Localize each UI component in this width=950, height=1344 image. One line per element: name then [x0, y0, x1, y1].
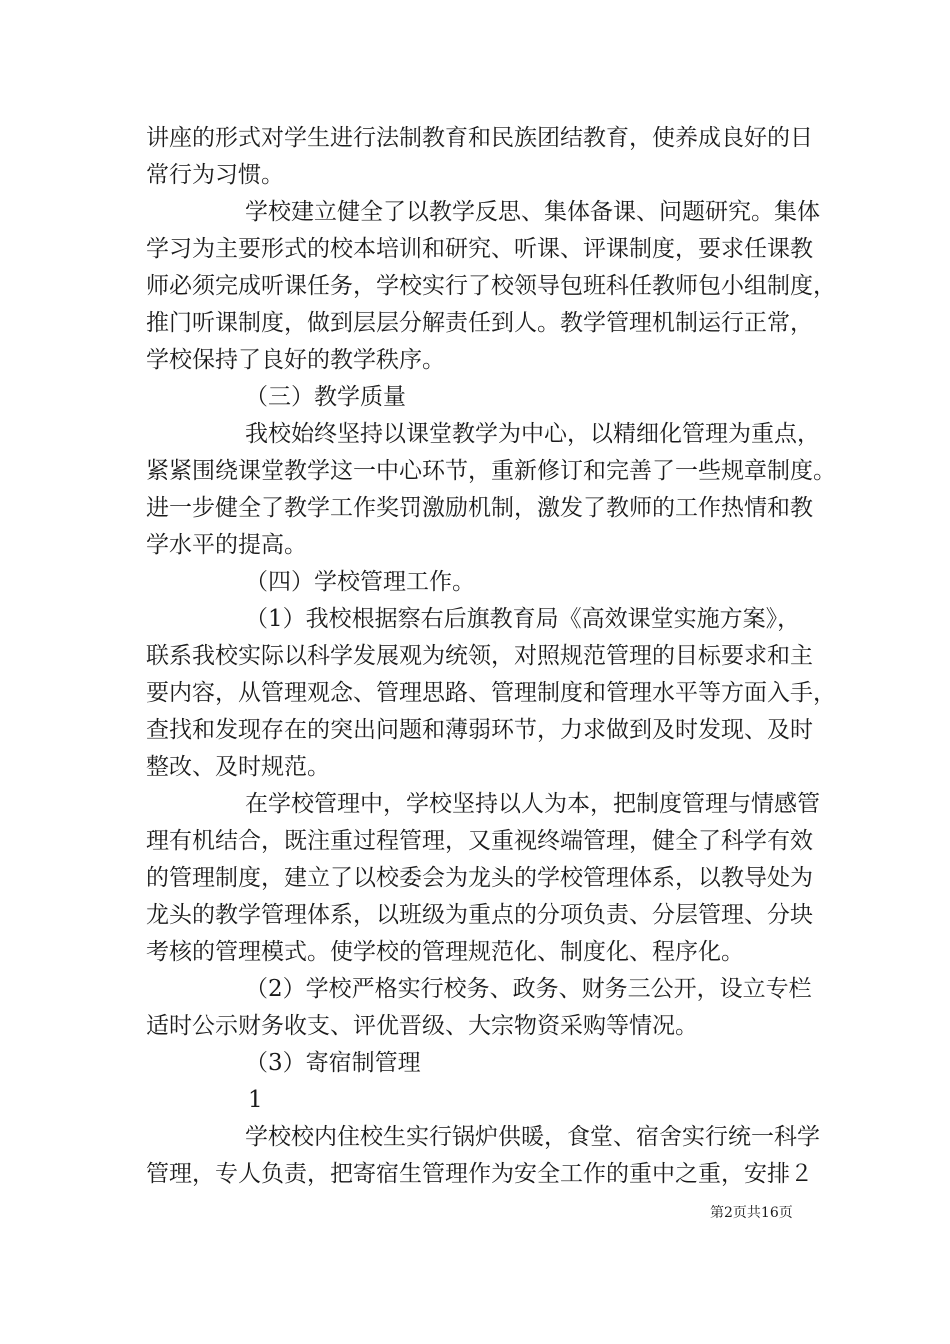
- text-line: 常行为习惯。: [146, 162, 284, 188]
- section-heading: （3）寄宿制管理: [245, 1050, 421, 1076]
- page-number-footer: 第2页共16页: [710, 1205, 793, 1221]
- text-line: 要内容，从管理观念、管理思路、管理制度和管理水平等方面入手，: [146, 680, 836, 706]
- text-line: 在学校管理中，学校坚持以人为本，把制度管理与情感管: [245, 791, 820, 817]
- text-line: （1）我校根据察右后旗教育局《高效课堂实施方案》，: [245, 606, 801, 632]
- text-line: 我校始终坚持以课堂教学为中心，以精细化管理为重点，: [245, 421, 820, 447]
- section-heading: （三）教学质量: [245, 384, 406, 410]
- text-line: 推门听课制度，做到层层分解责任到人。教学管理机制运行正常，: [146, 310, 813, 336]
- text-line: 师必须完成听课任务，学校实行了校领导包班科任教师包小组制度，: [146, 273, 836, 299]
- text-line: 紧紧围绕课堂教学这一中心环节，重新修订和完善了一些规章制度。: [146, 458, 836, 484]
- text-line: 讲座的形式对学生进行法制教育和民族团结教育，使养成良好的日: [146, 125, 813, 151]
- text-line: 整改、及时规范。: [146, 754, 330, 780]
- text-line: 学校校内住校生实行锅炉供暖，食堂、宿舍实行统一科学: [245, 1124, 820, 1150]
- text-line: （2）学校严格实行校务、政务、财务三公开，设立专栏: [245, 976, 812, 1002]
- text-line: 理有机结合，既注重过程管理，又重视终端管理，健全了科学有效: [146, 828, 813, 854]
- list-number: 1: [248, 1087, 263, 1113]
- text-line: 联系我校实际以科学发展观为统领，对照规范管理的目标要求和主: [146, 643, 813, 669]
- text-line: 适时公示财务收支、评优晋级、大宗物资采购等情况。: [146, 1013, 698, 1039]
- text-line: 学习为主要形式的校本培训和研究、听课、评课制度，要求任课教: [146, 236, 813, 262]
- text-line: 考核的管理模式。使学校的管理规范化、制度化、程序化。: [146, 939, 744, 965]
- text-line: 进一步健全了教学工作奖罚激励机制，激发了教师的工作热情和教: [146, 495, 813, 521]
- section-heading: （四）学校管理工作。: [245, 569, 475, 595]
- text-line: 学校建立健全了以教学反思、集体备课、问题研究。集体: [245, 199, 820, 225]
- text-line: 学校保持了良好的教学秩序。: [146, 347, 445, 373]
- text-line: 学水平的提高。: [146, 532, 307, 558]
- text-line: 管理，专人负责，把寄宿生管理作为安全工作的重中之重，安排２: [146, 1161, 813, 1187]
- text-line: 查找和发现存在的突出问题和薄弱环节，力求做到及时发现、及时: [146, 717, 813, 743]
- text-line: 龙头的教学管理体系，以班级为重点的分项负责、分层管理、分块: [146, 902, 813, 928]
- text-line: 的管理制度，建立了以校委会为龙头的学校管理体系，以教导处为: [146, 865, 813, 891]
